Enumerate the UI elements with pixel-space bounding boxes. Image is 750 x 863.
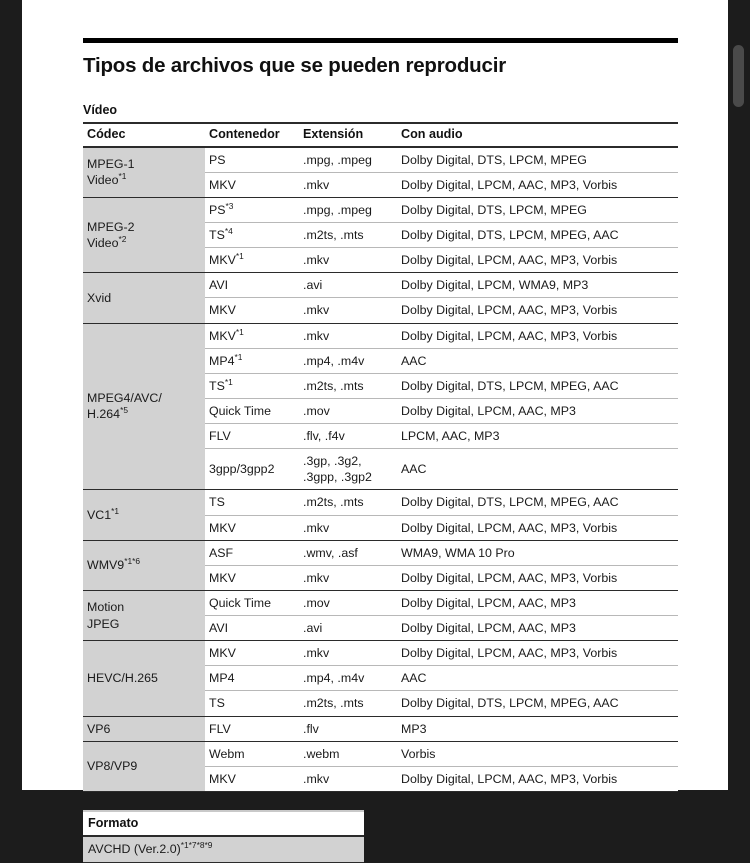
table-row bbox=[83, 273, 678, 298]
container-footnote-marker: *4 bbox=[224, 225, 233, 236]
extension-cell: .webm bbox=[299, 741, 397, 766]
table-row bbox=[83, 323, 678, 348]
container-footnote-marker: *1 bbox=[224, 376, 233, 387]
container-cell: FLV bbox=[205, 424, 299, 449]
audio-cell: Dolby Digital, LPCM, AAC, MP3, Vorbis bbox=[397, 515, 678, 540]
extension-cell: .mkv bbox=[299, 641, 397, 666]
title-top-rule bbox=[83, 38, 678, 43]
codec-cell: MPEG4/AVC/ H.264$^{*5}$ bbox=[83, 323, 205, 490]
codec-cell: Xvid bbox=[83, 273, 205, 323]
format-table-body bbox=[83, 836, 364, 863]
table-header-row bbox=[83, 123, 678, 147]
container-cell: PS bbox=[205, 147, 299, 173]
container-cell: MKV$^{*1}$ bbox=[205, 248, 299, 273]
extension-cell: .m2ts, .mts bbox=[299, 490, 397, 515]
codec-cell: VP8/VP9 bbox=[83, 741, 205, 791]
format-table bbox=[83, 812, 364, 863]
codec-footnote-marker: *1 bbox=[118, 171, 127, 182]
container-cell: Quick Time bbox=[205, 590, 299, 615]
audio-cell: Dolby Digital, LPCM, AAC, MP3, Vorbis bbox=[397, 565, 678, 590]
extension-cell: .mkv bbox=[299, 172, 397, 197]
document-body bbox=[83, 0, 678, 863]
container-footnote-marker: *3 bbox=[225, 200, 234, 211]
container-cell: FLV bbox=[205, 716, 299, 741]
format-footnote-marker: *1*7*8*9 bbox=[180, 839, 213, 850]
audio-cell: Dolby Digital, LPCM, AAC, MP3, Vorbis bbox=[397, 172, 678, 197]
table-row bbox=[83, 490, 678, 515]
audio-cell: WMA9, WMA 10 Pro bbox=[397, 540, 678, 565]
table-row bbox=[83, 716, 678, 741]
extension-cell: .flv, .f4v bbox=[299, 424, 397, 449]
container-cell: ASF bbox=[205, 540, 299, 565]
extension-cell: .mkv bbox=[299, 323, 397, 348]
audio-cell: Dolby Digital, DTS, LPCM, MPEG, AAC bbox=[397, 373, 678, 398]
column-header-container: Contenedor bbox=[205, 123, 299, 147]
extension-cell: .m2ts, .mts bbox=[299, 223, 397, 248]
extension-cell: .mkv bbox=[299, 248, 397, 273]
container-cell: MKV bbox=[205, 298, 299, 323]
column-header-formato: Formato bbox=[83, 812, 364, 836]
container-cell: 3gpp/3gpp2 bbox=[205, 449, 299, 490]
audio-cell: Dolby Digital, LPCM, AAC, MP3, Vorbis bbox=[397, 248, 678, 273]
container-cell: MP4 bbox=[205, 666, 299, 691]
extension-cell: .mkv bbox=[299, 515, 397, 540]
audio-cell: Dolby Digital, LPCM, AAC, MP3 bbox=[397, 398, 678, 423]
audio-cell: Dolby Digital, DTS, LPCM, MPEG, AAC bbox=[397, 490, 678, 515]
extension-cell: .mpg, .mpeg bbox=[299, 197, 397, 222]
extension-cell: .flv bbox=[299, 716, 397, 741]
viewer-right-gutter bbox=[728, 0, 750, 790]
format-name-cell: AVCHD $(Ver.2.0)^{*1*7*8*9}$ bbox=[83, 836, 364, 863]
audio-cell: Dolby Digital, LPCM, WMA9, MP3 bbox=[397, 273, 678, 298]
audio-cell: Dolby Digital, LPCM, AAC, MP3 bbox=[397, 590, 678, 615]
codec-cell: HEVC/H.265 bbox=[83, 641, 205, 716]
audio-cell: Dolby Digital, DTS, LPCM, MPEG bbox=[397, 147, 678, 173]
extension-cell: .mp4, .m4v bbox=[299, 348, 397, 373]
container-footnote-marker: *1 bbox=[235, 326, 244, 337]
extension-cell: .mov bbox=[299, 398, 397, 423]
container-cell: MP4$^{*1}$ bbox=[205, 348, 299, 373]
section-label-video: Vídeo bbox=[83, 102, 118, 117]
extension-cell: .m2ts, .mts bbox=[299, 691, 397, 716]
audio-cell: Dolby Digital, LPCM, AAC, MP3, Vorbis bbox=[397, 298, 678, 323]
codec-cell: Motion JPEG bbox=[83, 590, 205, 640]
table-row bbox=[83, 590, 678, 615]
codec-footnote-marker: *1 bbox=[111, 505, 120, 516]
column-header-extension: Extensión bbox=[299, 123, 397, 147]
extension-cell: .mkv bbox=[299, 565, 397, 590]
audio-cell: Dolby Digital, LPCM, AAC, MP3, Vorbis bbox=[397, 641, 678, 666]
format-section bbox=[83, 810, 364, 863]
audio-cell: AAC bbox=[397, 449, 678, 490]
viewer-left-gutter bbox=[0, 0, 22, 790]
table-row bbox=[83, 741, 678, 766]
container-cell: TS bbox=[205, 691, 299, 716]
page-title: Tipos de archivos que se pueden reproducir bbox=[83, 54, 506, 77]
container-cell: MKV bbox=[205, 172, 299, 197]
column-header-codec: Códec bbox=[83, 123, 205, 147]
audio-cell: LPCM, AAC, MP3 bbox=[397, 424, 678, 449]
container-cell: MKV bbox=[205, 515, 299, 540]
codec-footnote-marker: *1*6 bbox=[124, 556, 141, 567]
audio-cell: Dolby Digital, DTS, LPCM, MPEG, AAC bbox=[397, 691, 678, 716]
document-page bbox=[22, 0, 728, 856]
video-formats-body bbox=[83, 147, 678, 792]
codec-footnote-marker: *2 bbox=[118, 233, 127, 244]
container-cell: TS bbox=[205, 490, 299, 515]
container-cell: TS$^{*4}$ bbox=[205, 223, 299, 248]
container-cell: AVI bbox=[205, 616, 299, 641]
extension-cell: .avi bbox=[299, 616, 397, 641]
container-cell: MKV bbox=[205, 641, 299, 666]
audio-cell: Dolby Digital, LPCM, AAC, MP3, Vorbis bbox=[397, 766, 678, 791]
codec-cell: VP6 bbox=[83, 716, 205, 741]
audio-cell: Dolby Digital, LPCM, AAC, MP3, Vorbis bbox=[397, 323, 678, 348]
codec-cell: $WMV9^{*1*6}$ bbox=[83, 540, 205, 590]
table-row bbox=[83, 147, 678, 173]
audio-cell: Dolby Digital, DTS, LPCM, MPEG bbox=[397, 197, 678, 222]
audio-cell: AAC bbox=[397, 348, 678, 373]
extension-cell: .mkv bbox=[299, 766, 397, 791]
codec-cell: MPEG-1 Video$^{*1}$ bbox=[83, 147, 205, 198]
audio-cell: AAC bbox=[397, 666, 678, 691]
extension-cell: .m2ts, .mts bbox=[299, 373, 397, 398]
extension-cell: .avi bbox=[299, 273, 397, 298]
container-cell: MKV bbox=[205, 766, 299, 791]
container-footnote-marker: *1 bbox=[235, 251, 244, 261]
audio-cell: Dolby Digital, LPCM, AAC, MP3 bbox=[397, 616, 678, 641]
table-row bbox=[83, 641, 678, 666]
container-cell: MKV bbox=[205, 565, 299, 590]
column-header-audio: Con audio bbox=[397, 123, 678, 147]
extension-cell: .mkv bbox=[299, 298, 397, 323]
codec-cell: MPEG-2 Video$^{*2}$ bbox=[83, 197, 205, 272]
container-cell: MKV$^{*1}$ bbox=[205, 323, 299, 348]
container-cell: Quick Time bbox=[205, 398, 299, 423]
format-header-row bbox=[83, 812, 364, 836]
container-cell: TS$^{*1}$ bbox=[205, 373, 299, 398]
codec-footnote-marker: *5 bbox=[120, 405, 128, 416]
container-cell: AVI bbox=[205, 273, 299, 298]
table-row bbox=[83, 197, 678, 222]
audio-cell: Vorbis bbox=[397, 741, 678, 766]
audio-cell: Dolby Digital, DTS, LPCM, MPEG, AAC bbox=[397, 223, 678, 248]
table-row bbox=[83, 540, 678, 565]
format-row bbox=[83, 836, 364, 863]
audio-cell: MP3 bbox=[397, 716, 678, 741]
extension-cell: .wmv, .asf bbox=[299, 540, 397, 565]
extension-cell: .mp4, .m4v bbox=[299, 666, 397, 691]
extension-cell: .mov bbox=[299, 590, 397, 615]
container-footnote-marker: *1 bbox=[234, 351, 243, 362]
extension-cell: .3gp, .3g2, .3gpp, .3gp2 bbox=[299, 449, 397, 490]
codec-cell: VC1$^{*1}$ bbox=[83, 490, 205, 540]
container-cell: PS$^{*3}$ bbox=[205, 197, 299, 222]
video-formats-table bbox=[83, 122, 678, 792]
container-cell: Webm bbox=[205, 741, 299, 766]
vertical-scrollbar-thumb[interactable] bbox=[733, 45, 744, 107]
extension-cell: .mpg, .mpeg bbox=[299, 147, 397, 173]
